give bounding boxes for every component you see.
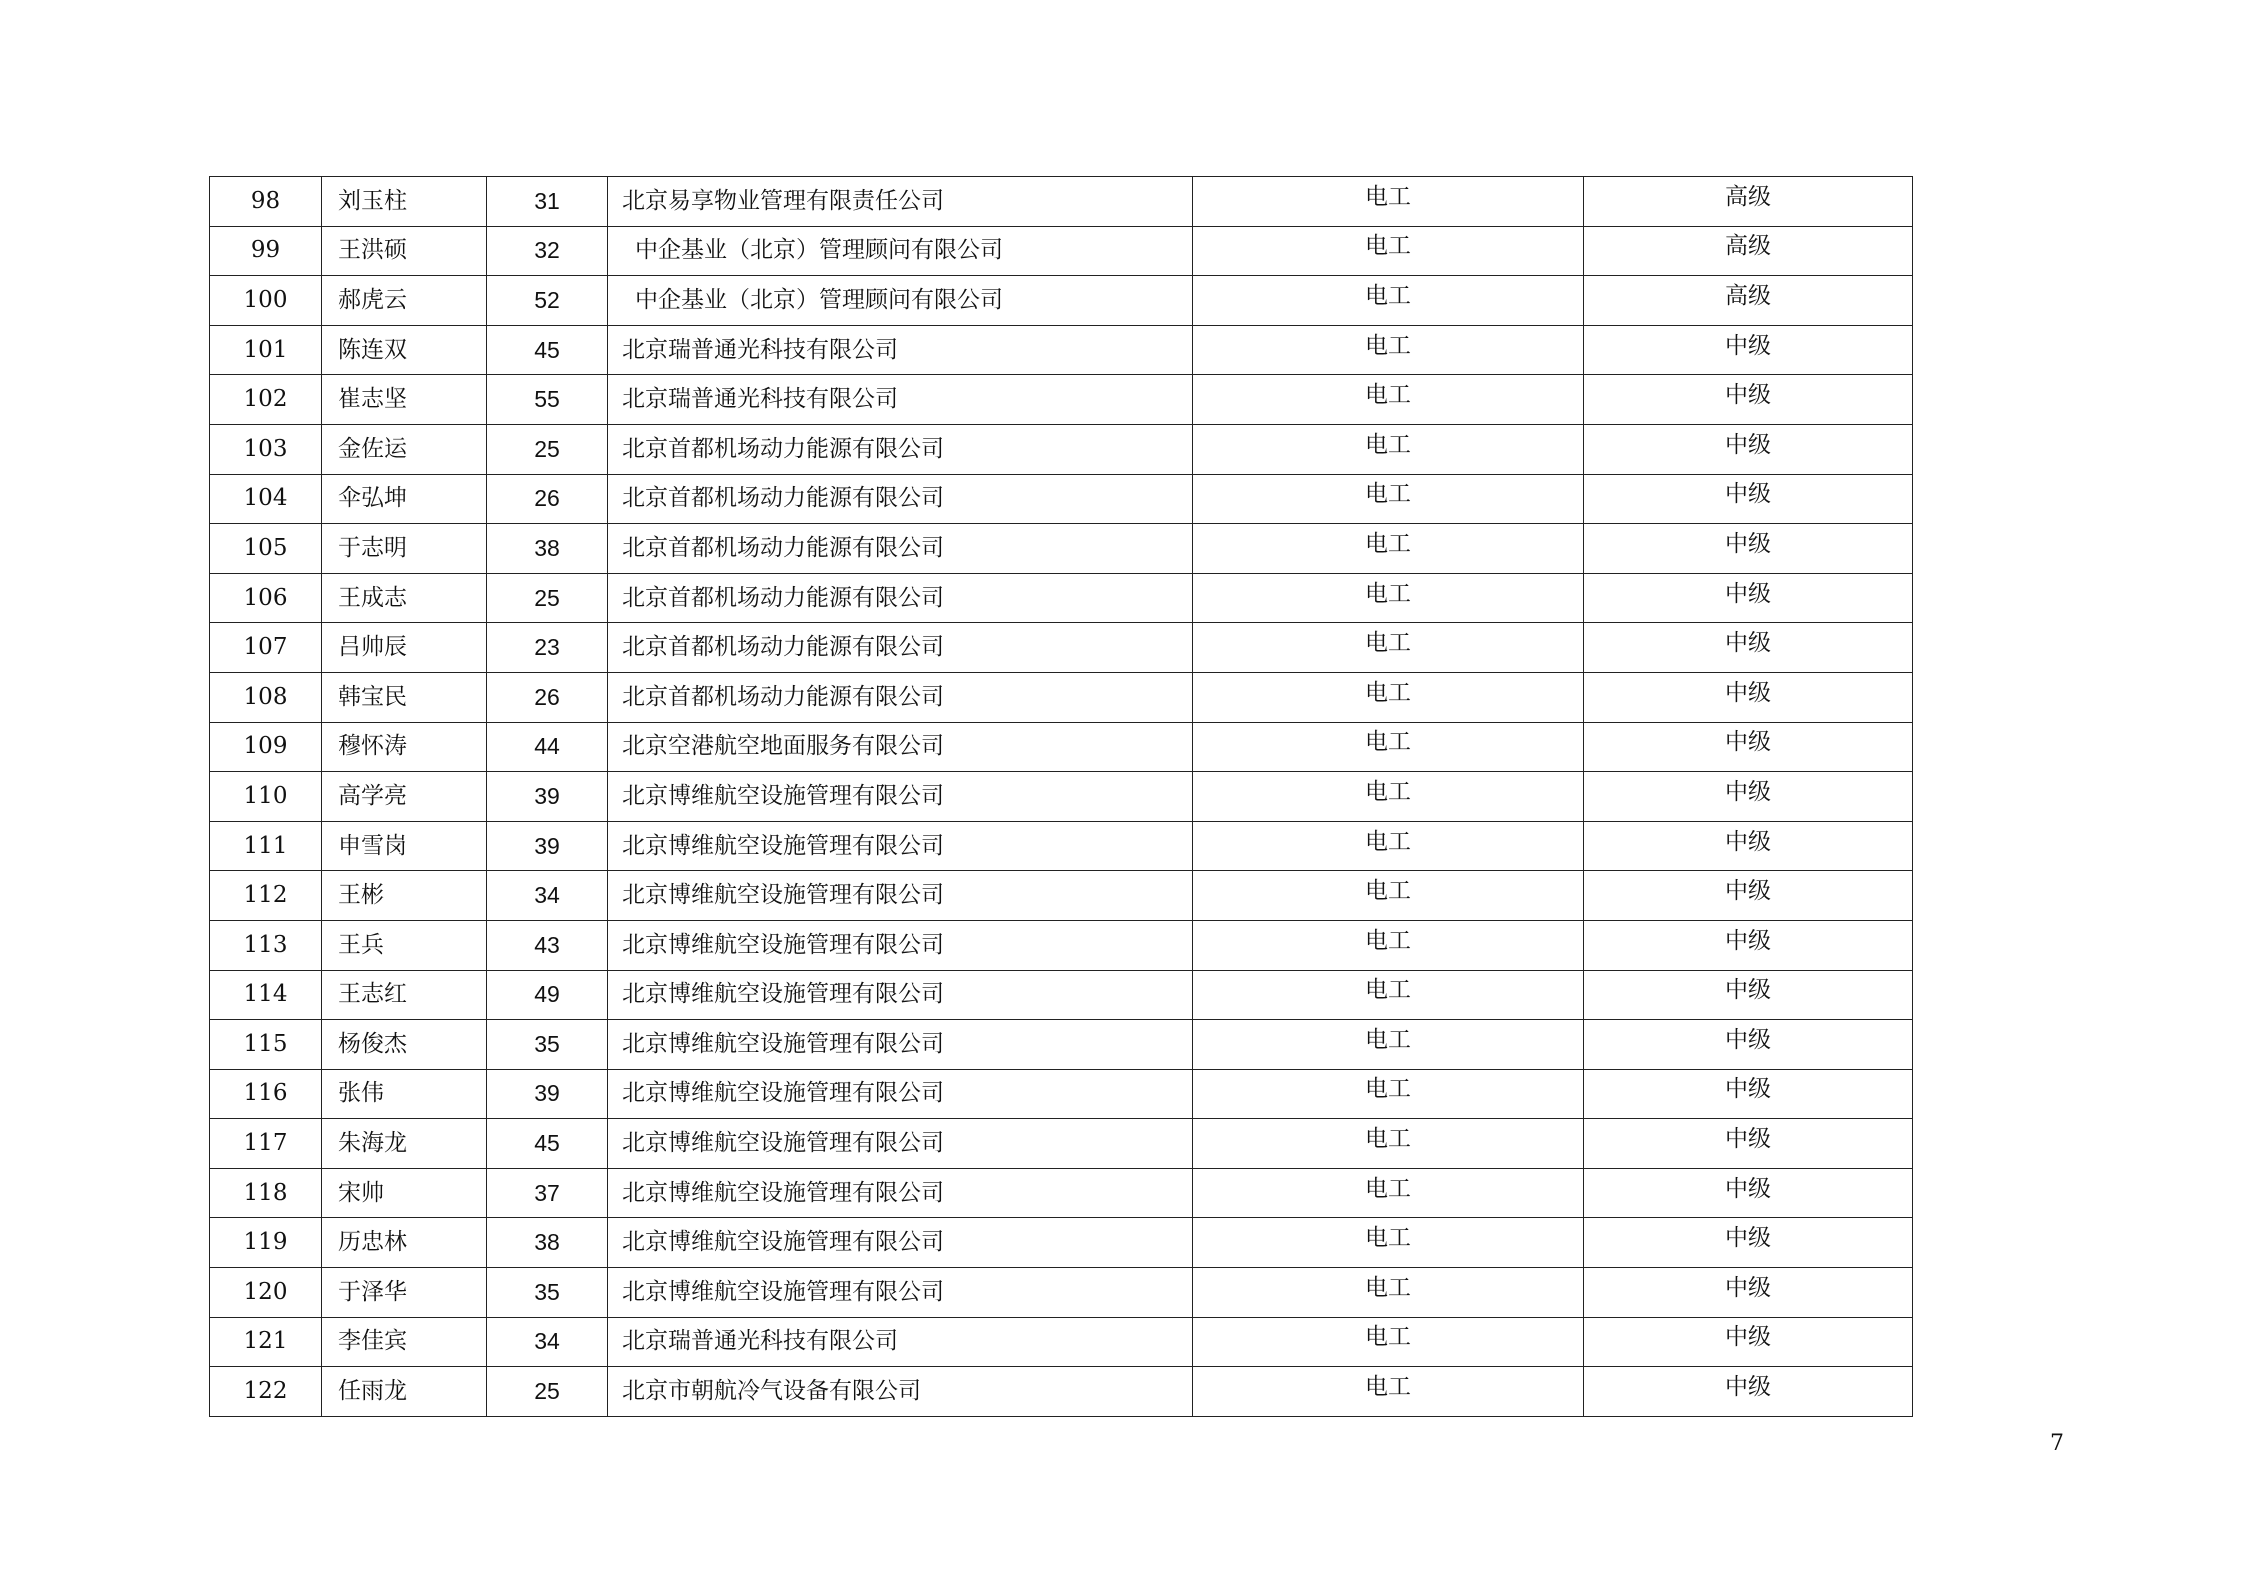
cell-company: 北京博维航空设施管理有限公司: [608, 1069, 1193, 1119]
cell-company: 北京首都机场动力能源有限公司: [608, 623, 1193, 673]
cell-skill-level: 中级: [1584, 1020, 1913, 1070]
cell-serial-number: 108: [210, 672, 322, 722]
table-row: [210, 1317, 1913, 1367]
cell-serial-number: 109: [210, 722, 322, 772]
table-row: [210, 276, 1913, 326]
cell-serial-number: 111: [210, 821, 322, 871]
cell-person-name: 李佳宾: [322, 1317, 487, 1367]
cell-person-name: 申雪岗: [322, 821, 487, 871]
cell-trade: 电工: [1193, 1020, 1584, 1070]
cell-serial-number: 119: [210, 1218, 322, 1268]
cell-skill-level: 高级: [1584, 276, 1913, 326]
table-row: [210, 1367, 1913, 1417]
table-row: [210, 722, 1913, 772]
cell-company: 北京首都机场动力能源有限公司: [608, 524, 1193, 574]
table-row: [210, 1268, 1913, 1318]
cell-company: 北京瑞普通光科技有限公司: [608, 1317, 1193, 1367]
cell-company: 北京首都机场动力能源有限公司: [608, 672, 1193, 722]
cell-company: 北京博维航空设施管理有限公司: [608, 871, 1193, 921]
cell-skill-level: 中级: [1584, 672, 1913, 722]
cell-company: 北京博维航空设施管理有限公司: [608, 1218, 1193, 1268]
cell-trade: 电工: [1193, 821, 1584, 871]
cell-skill-level: 中级: [1584, 474, 1913, 524]
cell-person-name: 王彬: [322, 871, 487, 921]
cell-company: 北京博维航空设施管理有限公司: [608, 920, 1193, 970]
cell-skill-level: 高级: [1584, 226, 1913, 276]
cell-trade: 电工: [1193, 672, 1584, 722]
table-row: [210, 672, 1913, 722]
cell-serial-number: 98: [210, 177, 322, 227]
cell-age: 32: [487, 226, 608, 276]
cell-trade: 电工: [1193, 1168, 1584, 1218]
cell-company: 北京博维航空设施管理有限公司: [608, 1119, 1193, 1169]
table-row: [210, 424, 1913, 474]
cell-trade: 电工: [1193, 920, 1584, 970]
cell-trade: 电工: [1193, 424, 1584, 474]
cell-age: 26: [487, 672, 608, 722]
cell-serial-number: 107: [210, 623, 322, 673]
cell-age: 55: [487, 375, 608, 425]
cell-company: 中企基业（北京）管理顾问有限公司: [608, 226, 1193, 276]
cell-person-name: 朱海龙: [322, 1119, 487, 1169]
cell-trade: 电工: [1193, 722, 1584, 772]
cell-skill-level: 中级: [1584, 424, 1913, 474]
cell-serial-number: 115: [210, 1020, 322, 1070]
cell-person-name: 于泽华: [322, 1268, 487, 1318]
cell-age: 38: [487, 524, 608, 574]
cell-trade: 电工: [1193, 1119, 1584, 1169]
cell-skill-level: 中级: [1584, 1168, 1913, 1218]
cell-skill-level: 中级: [1584, 623, 1913, 673]
cell-person-name: 穆怀涛: [322, 722, 487, 772]
table-row: [210, 524, 1913, 574]
cell-age: 52: [487, 276, 608, 326]
cell-person-name: 伞弘坤: [322, 474, 487, 524]
cell-company: 北京首都机场动力能源有限公司: [608, 424, 1193, 474]
cell-age: 45: [487, 325, 608, 375]
table-row: [210, 871, 1913, 921]
cell-age: 31: [487, 177, 608, 227]
cell-company: 北京博维航空设施管理有限公司: [608, 1168, 1193, 1218]
cell-serial-number: 105: [210, 524, 322, 574]
cell-age: 49: [487, 970, 608, 1020]
cell-age: 34: [487, 1317, 608, 1367]
cell-serial-number: 106: [210, 573, 322, 623]
cell-trade: 电工: [1193, 325, 1584, 375]
cell-trade: 电工: [1193, 1218, 1584, 1268]
cell-company: 北京博维航空设施管理有限公司: [608, 970, 1193, 1020]
cell-trade: 电工: [1193, 1069, 1584, 1119]
personnel-table-body: [210, 177, 1913, 1417]
cell-person-name: 杨俊杰: [322, 1020, 487, 1070]
cell-trade: 电工: [1193, 1367, 1584, 1417]
cell-person-name: 吕帅辰: [322, 623, 487, 673]
cell-trade: 电工: [1193, 573, 1584, 623]
cell-age: 35: [487, 1268, 608, 1318]
table-row: [210, 375, 1913, 425]
cell-age: 25: [487, 573, 608, 623]
cell-age: 25: [487, 424, 608, 474]
cell-age: 23: [487, 623, 608, 673]
cell-serial-number: 101: [210, 325, 322, 375]
cell-person-name: 历忠林: [322, 1218, 487, 1268]
cell-skill-level: 中级: [1584, 1069, 1913, 1119]
cell-trade: 电工: [1193, 623, 1584, 673]
cell-serial-number: 118: [210, 1168, 322, 1218]
cell-age: 26: [487, 474, 608, 524]
cell-company: 北京易享物业管理有限责任公司: [608, 177, 1193, 227]
table-row: [210, 623, 1913, 673]
personnel-table: [209, 176, 1913, 1417]
cell-skill-level: 中级: [1584, 1367, 1913, 1417]
table-row: [210, 772, 1913, 822]
table-row: [210, 1218, 1913, 1268]
cell-serial-number: 103: [210, 424, 322, 474]
cell-trade: 电工: [1193, 375, 1584, 425]
cell-serial-number: 121: [210, 1317, 322, 1367]
cell-skill-level: 中级: [1584, 524, 1913, 574]
cell-trade: 电工: [1193, 226, 1584, 276]
cell-serial-number: 116: [210, 1069, 322, 1119]
cell-trade: 电工: [1193, 871, 1584, 921]
cell-serial-number: 102: [210, 375, 322, 425]
cell-trade: 电工: [1193, 276, 1584, 326]
cell-serial-number: 117: [210, 1119, 322, 1169]
cell-person-name: 王兵: [322, 920, 487, 970]
page-number: 7: [2050, 1431, 2064, 1456]
cell-company: 北京博维航空设施管理有限公司: [608, 1268, 1193, 1318]
cell-serial-number: 99: [210, 226, 322, 276]
cell-skill-level: 中级: [1584, 871, 1913, 921]
cell-skill-level: 中级: [1584, 722, 1913, 772]
table-row: [210, 1168, 1913, 1218]
cell-trade: 电工: [1193, 1268, 1584, 1318]
cell-skill-level: 中级: [1584, 772, 1913, 822]
cell-person-name: 金佐运: [322, 424, 487, 474]
cell-skill-level: 中级: [1584, 920, 1913, 970]
cell-serial-number: 110: [210, 772, 322, 822]
cell-company: 北京博维航空设施管理有限公司: [608, 772, 1193, 822]
cell-skill-level: 中级: [1584, 821, 1913, 871]
cell-person-name: 刘玉柱: [322, 177, 487, 227]
cell-serial-number: 113: [210, 920, 322, 970]
cell-person-name: 王志红: [322, 970, 487, 1020]
cell-serial-number: 114: [210, 970, 322, 1020]
cell-person-name: 王成志: [322, 573, 487, 623]
cell-person-name: 张伟: [322, 1069, 487, 1119]
cell-serial-number: 100: [210, 276, 322, 326]
cell-person-name: 任雨龙: [322, 1367, 487, 1417]
cell-company: 北京博维航空设施管理有限公司: [608, 1020, 1193, 1070]
cell-company: 北京瑞普通光科技有限公司: [608, 375, 1193, 425]
cell-person-name: 于志明: [322, 524, 487, 574]
cell-age: 43: [487, 920, 608, 970]
table-row: [210, 226, 1913, 276]
cell-trade: 电工: [1193, 177, 1584, 227]
table-row: [210, 474, 1913, 524]
cell-skill-level: 中级: [1584, 1268, 1913, 1318]
cell-serial-number: 104: [210, 474, 322, 524]
cell-person-name: 崔志坚: [322, 375, 487, 425]
cell-trade: 电工: [1193, 524, 1584, 574]
cell-company: 北京博维航空设施管理有限公司: [608, 821, 1193, 871]
cell-age: 44: [487, 722, 608, 772]
table-row: [210, 920, 1913, 970]
cell-age: 39: [487, 821, 608, 871]
cell-skill-level: 中级: [1584, 970, 1913, 1020]
cell-person-name: 高学亮: [322, 772, 487, 822]
cell-skill-level: 中级: [1584, 375, 1913, 425]
cell-company: 北京首都机场动力能源有限公司: [608, 573, 1193, 623]
cell-skill-level: 高级: [1584, 177, 1913, 227]
cell-trade: 电工: [1193, 474, 1584, 524]
cell-serial-number: 122: [210, 1367, 322, 1417]
table-row: [210, 177, 1913, 227]
cell-company: 北京首都机场动力能源有限公司: [608, 474, 1193, 524]
cell-person-name: 王洪硕: [322, 226, 487, 276]
cell-person-name: 韩宝民: [322, 672, 487, 722]
cell-age: 45: [487, 1119, 608, 1169]
cell-skill-level: 中级: [1584, 1218, 1913, 1268]
cell-skill-level: 中级: [1584, 325, 1913, 375]
table-row: [210, 1119, 1913, 1169]
cell-age: 35: [487, 1020, 608, 1070]
table-row: [210, 1069, 1913, 1119]
cell-age: 39: [487, 772, 608, 822]
cell-company: 中企基业（北京）管理顾问有限公司: [608, 276, 1193, 326]
cell-serial-number: 112: [210, 871, 322, 921]
cell-skill-level: 中级: [1584, 573, 1913, 623]
cell-company: 北京瑞普通光科技有限公司: [608, 325, 1193, 375]
cell-age: 37: [487, 1168, 608, 1218]
cell-age: 34: [487, 871, 608, 921]
cell-age: 25: [487, 1367, 608, 1417]
cell-person-name: 郝虎云: [322, 276, 487, 326]
cell-age: 39: [487, 1069, 608, 1119]
cell-trade: 电工: [1193, 970, 1584, 1020]
cell-trade: 电工: [1193, 772, 1584, 822]
table-row: [210, 821, 1913, 871]
cell-company: 北京市朝航冷气设备有限公司: [608, 1367, 1193, 1417]
cell-skill-level: 中级: [1584, 1119, 1913, 1169]
table-row: [210, 1020, 1913, 1070]
cell-skill-level: 中级: [1584, 1317, 1913, 1367]
table-row: [210, 970, 1913, 1020]
cell-serial-number: 120: [210, 1268, 322, 1318]
table-row: [210, 325, 1913, 375]
cell-person-name: 陈连双: [322, 325, 487, 375]
cell-company: 北京空港航空地面服务有限公司: [608, 722, 1193, 772]
table-row: [210, 573, 1913, 623]
cell-trade: 电工: [1193, 1317, 1584, 1367]
cell-person-name: 宋帅: [322, 1168, 487, 1218]
cell-age: 38: [487, 1218, 608, 1268]
